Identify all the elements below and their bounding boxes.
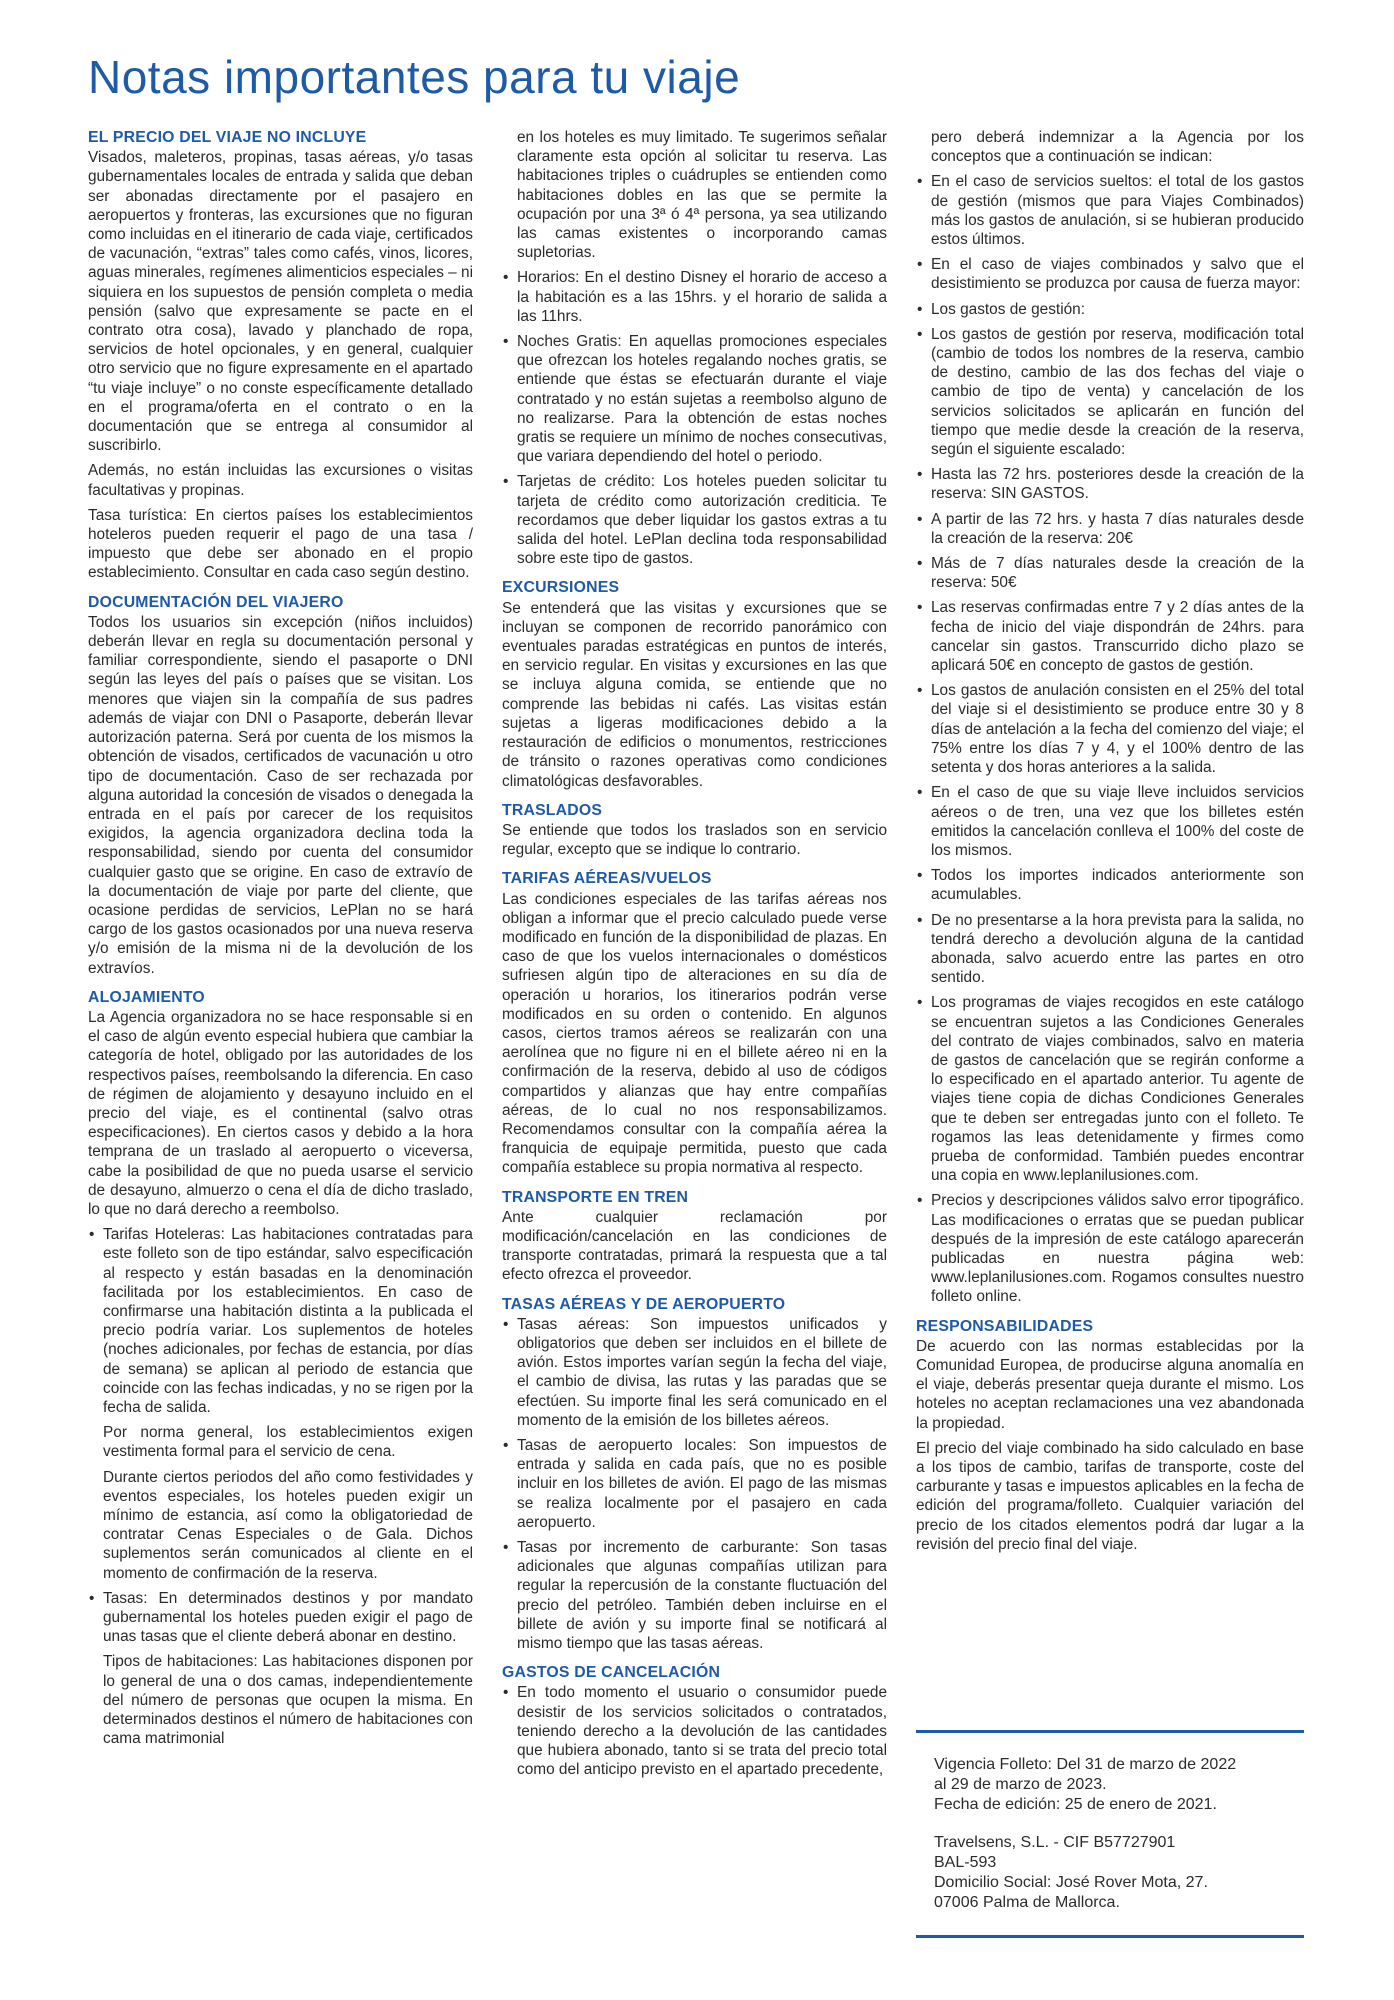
paragraph: Además, no están incluidas las excursiones o visitas facultativas y propinas. — [88, 462, 473, 499]
list-item: • Las reservas confirmadas entre 7 y 2 días antes de la fecha de inicio del viaje dispondrán de 24hrs. para cancelar sin gastos. Transcurrido dicho plazo se aplicará 50€ en concepto de gastos de gestión. — [916, 598, 1304, 675]
column-3 — [916, 128, 1304, 1560]
list-item: • De no presentarse a la hora prevista para la salida, no tendrá derecho a devolución alguna de la cantidad abonada, salvo acuerdo entre las partes en otro sentido. — [916, 911, 1304, 988]
section-heading-gastos-cancelacion: GASTOS DE CANCELACIÓN — [502, 1664, 721, 1682]
section-heading-documentacion: DOCUMENTACIÓN DEL VIAJERO — [88, 593, 344, 611]
list-item: • En todo momento el usuario o consumidor puede desistir de los servicios solicitados o contratados, teniendo derecho a la devolución de las cantidades que hubiera abonado, tanto si se trata del precio total como del anticipo previsto en el apartado precedente, — [502, 1683, 887, 1779]
paragraph: Por norma general, los establecimientos exigen vestimenta formal para el servicio de cena. — [103, 1424, 473, 1461]
section-heading-transporte-tren: TRANSPORTE EN TREN — [502, 1188, 689, 1206]
page-title: Notas importantes para tu viaje — [88, 51, 741, 103]
list-item: • Los gastos de gestión por reserva, modificación total (cambio de todos los nombres de la reserva, cambio de destino, cambio de las dos fechas del viaje o cambio de tipo de venta) y cancelación de los servicios solicitados se aplicarán en función del tiempo que medie desde la creación de la reserva, según el siguiente escalado: — [916, 325, 1304, 459]
list-item: • Más de 7 días naturales desde la creación de la reserva: 50€ — [916, 554, 1304, 592]
section-heading-tarifas-aereas: TARIFAS AÉREAS/VUELOS — [502, 870, 712, 888]
list-item: • Los gastos de gestión: — [916, 300, 1304, 319]
list-item: • Tasas de aeropuerto locales: Son impuestos de entrada y salida en cada país, que no es posible incluir en los billetes de avión. El pago de las mismas se realiza localmente por el pasajero en cada aeropuerto. — [502, 1436, 887, 1532]
paragraph: Todos los usuarios sin excepción (niños incluidos) deberán llevar en regla su documentación personal y familiar correspondiente, siendo el pasaporte o DNI según las leyes del país o países que se visitan. Los menores que viajen sin la compañía de sus padres además de viajar con DNI o Pasaporte, deberán llevar autorización paterna. Será por cuenta de los mismos la obtención de visados, certificados de vacunación u otro tipo de documentación. Caso de ser rechazada por alguna autoridad la concesión de visados o denegada la entrada en el país por carecer de los requisitos exigidos, la agencia organizadora declina toda la responsabilidad, siendo por cuenta del consumidor cualquier gasto que se origine. En caso de extravío de la documentación de viaje por parte del cliente, que ocasione perdidas de servicios, LePlan no se hará cargo de los gastos ocasionados por una nueva reserva y/o emisión de la misma ni de la devolución de los extravíos. — [88, 613, 473, 977]
paragraph: Se entiende que todos los traslados son en servicio regular, excepto que se indique lo contrario. — [502, 821, 887, 859]
list-item: • Tasas aéreas: Son impuestos unificados y obligatorios que deben ser incluidos en el billete de avión. Estos importes varían según la fecha del viaje, el cambio de divisa, las rutas y las paradas que se efectúen. Su importe final les será comunicado en el momento de la emisión de los billetes aéreos. — [502, 1315, 887, 1430]
paragraph: Visados, maleteros, propinas, tasas aéreas, y/o tasas gubernamentales locales de entrada y salida que deban ser abonadas directamente por el pasajero en aeropuertos y fronteras, las excursiones que no figuran como incluidas en el itinerario de cada viaje, certificados de vacunación, “extras” tales como cafés, vinos, licores, aguas minerales, regímenes alimenticios especiales – ni siquiera en los supuestos de pensión completa o media pensión (salvo que expresamente se pacte en el contrato otra cosa), lavado y planchado de ropa, servicios de hotel opcionales, y en general, cualquier otro servicio que no figure expresamente en el apartado “tu viaje incluye” o no conste específicamente detallado en el programa/oferta en el contrato o en la documentación que se entrega al consumidor al suscribirlo. — [88, 149, 473, 455]
section-heading-alojamiento: ALOJAMIENTO — [88, 988, 205, 1006]
paragraph: El precio del viaje combinado ha sido calculado en base a los tipos de cambio, tarifas de transporte, coste del carburante y tasas e impuestos aplicables en la fecha de edición del programa/folleto. Cualquier variación del precio de los citados elementos podrá dar lugar a la revisión del precio final del viaje. — [916, 1439, 1304, 1553]
brochure-info — [934, 1755, 1314, 1931]
section-heading-tasas: TASAS AÉREAS Y DE AEROPUERTO — [502, 1295, 786, 1313]
paragraph: en los hoteles es muy limitado. Te sugerimos señalar claramente esta opción al solicitar tu reserva. Las habitaciones triples o cuádruples se entienden como habitaciones dobles en las que se permite la ocupación por una 3ª ó 4ª persona, ya sea utilizando las camas existentes o incorporando camas supletorias. — [517, 129, 887, 262]
list-item: • Horarios: En el destino Disney el horario de acceso a la habitación es a las 15hrs. y el horario de salida a las 11hrs. — [502, 268, 887, 326]
company-line-2: BAL-593 — [934, 1854, 997, 1871]
list-item: • Los programas de viajes recogidos en este catálogo se encuentran sujetos a las Condiciones Generales del contrato de viajes combinados, salvo en materia de gastos de cancelación que se regirán conforme a lo especificado en el apartado anterior. Tu agente de viajes tiene copia de dichas Condiciones Generales que te deben ser entregadas junto con el folleto. Te rogamos las leas detenidamente y firmes como prueba de conformidad. También puedes encontrar una copia en www.leplanilusiones.com. — [916, 993, 1304, 1185]
edition-date: Fecha de edición: 25 de enero de 2021. — [934, 1796, 1217, 1813]
list-item: • A partir de las 72 hrs. y hasta 7 días naturales desde la creación de la reserva: 20€ — [916, 510, 1304, 548]
list-item: • En el caso de viajes combinados y salvo que el desistimiento se produzca por causa de fuerza mayor: — [916, 255, 1304, 293]
paragraph: Ante cualquier reclamación por modificación/cancelación en las condiciones de transporte contratadas, primará la respuesta que a tal efecto ofrezca el proveedor. — [502, 1208, 887, 1284]
company-line-4: 07006 Palma de Mallorca. — [934, 1894, 1120, 1911]
section-heading-responsabilidades: RESPONSABILIDADES — [916, 1317, 1094, 1335]
section-heading-precio: EL PRECIO DEL VIAJE NO INCLUYE — [88, 129, 367, 146]
list-item: • En el caso de servicios sueltos: el total de los gastos de gestión (mismos que para Viajes Combinados) más los gastos de anulación, si se hubieran producido estos últimos. — [916, 172, 1304, 249]
list-item: • Todos los importes indicados anteriormente son acumulables. — [916, 866, 1304, 904]
bullet-list — [502, 1315, 887, 1653]
column-2 — [502, 128, 887, 1785]
paragraph: Las condiciones especiales de las tarifas aéreas nos obligan a informar que el precio calculado puede verse modificado en función de la disponibilidad de plazas. En caso de que los vuelos internacionales o domésticos sufriesen algún tipo de alteraciones en su día de operación u horarios, los itinerarios podrán verse modificados en su orden o contenido. En algunos casos, ciertos tramos aéreos se realizarán con una aerolínea que no figure ni en el billete aéreo ni en la confirmación de la reserva, debido al uso de códigos compartidos y alianzas que hay entre compañías aéreas, de lo cual no nos responsabilizamos. Recomendamos consultar con la compañía aérea la franquicia de equipaje permitida, puesto que cada compañía establece su propia normativa al respecto. — [502, 890, 887, 1177]
bullet-list — [916, 172, 1304, 1306]
list-item: • Los gastos de anulación consisten en el 25% del total del viaje si el desistimiento se produce entre 30 y 8 días de antelación a la fecha del comienzo del viaje; el 75% entre los días 7 y 4, y el 100% dentro de las setenta y dos horas anteriores a la salida. — [916, 681, 1304, 777]
bullet-list — [502, 1683, 887, 1779]
bullet-list — [88, 1589, 473, 1647]
paragraph: Tasa turística: En ciertos países los establecimientos hoteleros pueden requerir el pago de una tasa / impuesto que debe ser abonado en el propio establecimiento. Consultar en cada caso según destino. — [88, 506, 473, 582]
list-item: • En el caso de que su viaje lleve incluidos servicios aéreos o de tren, una vez que los billetes estén emitidos la cancelación conlleva el 100% del coste de los mismos. — [916, 783, 1304, 860]
list-item: • Precios y descripciones válidos salvo error tipográfico. Las modificaciones o erratas que se puedan publicar después de la impresión de este catálogo aparecerán publicadas en nuestra página web: www.leplanilusiones.com. Rogamos consultes nuestro folleto online. — [916, 1191, 1304, 1306]
validity-line-1: Vigencia Folleto: Del 31 de marzo de 2022 — [934, 1756, 1237, 1773]
paragraph: pero deberá indemnizar a la Agencia por los conceptos que a continuación se indican: — [931, 129, 1304, 166]
paragraph: Tipos de habitaciones: Las habitaciones disponen por lo general de una o dos camas, independientemente del número de personas que ocupen la misma. En determinados destinos el número de habitaciones con cama matrimonial — [103, 1653, 473, 1748]
section-heading-excursiones: EXCURSIONES — [502, 579, 620, 597]
company-line-1: Travelsens, S.L. - CIF B57727901 — [934, 1834, 1176, 1851]
section-heading-traslados: TRASLADOS — [502, 801, 603, 819]
list-item: • Tarifas Hoteleras: Las habitaciones contratadas para este folleto son de tipo estándar, salvo especificación al respecto y están basadas en la denominación facilitada por los establecimientos. En caso de confirmarse una habitación distinta a la publicada el precio podría variar. Los suplementos de hoteles (noches adicionales, por fechas de estancia, por días de semana) se aplican al periodo de estancia que coincide con las fechas indicadas, y no se rigen por la fecha de salida. — [88, 1225, 473, 1417]
company-line-3: Domicilio Social: José Rover Mota, 27. — [934, 1874, 1208, 1891]
list-item: • Tasas: En determinados destinos y por mandato gubernamental los hoteles pueden exigir el pago de unas tasas que el cliente deberá abonar en destino. — [88, 1589, 473, 1647]
divider-top — [916, 1730, 1304, 1733]
validity-line-2: al 29 de marzo de 2023. — [934, 1776, 1107, 1793]
column-1 — [88, 128, 473, 1754]
divider-bottom — [916, 1935, 1304, 1938]
bullet-list — [502, 268, 887, 568]
bullet-list — [88, 1225, 473, 1417]
list-item: • Noches Gratis: En aquellas promociones especiales que ofrezcan los hoteles regalando noches gratis, se entiende que éstas se efectuarán durante el viaje contratado y no están sujetas a reembolso alguno de no realizarse. Para la obtención de estas noches gratis se requiere un mínimo de noches consecutivas, que variara dependiendo del hotel o periodo. — [502, 332, 887, 466]
list-item: • Tarjetas de crédito: Los hoteles pueden solicitar tu tarjeta de crédito como autorización crediticia. Te recordamos que deber liquidar los gastos extras a tu salida del hotel. LePlan declina toda responsabilidad sobre este tipo de gastos. — [502, 472, 887, 568]
paragraph: La Agencia organizadora no se hace responsable si en el caso de algún evento especial hubiera que cambiar la categoría de hotel, obligado por las autoridades de los respectivos países, reembolsando la diferencia. En caso de régimen de alojamiento y desayuno incluido en el precio del viaje, es el continental (salvo otras especificaciones). En ciertos casos y debido a la hora temprana de un traslado al aeropuerto o viceversa, cabe la posibilidad de que no pueda usarse el servicio de desayuno, almuerzo o cena el día de dicho traslado, lo que no dará derecho a reembolso. — [88, 1008, 473, 1218]
paragraph: Se entenderá que las visitas y excursiones que se incluyan se componen de recorrido panorámico con eventuales paradas estratégicas en puntos de interés, en servicio regular. En visitas y excursiones en las que se incluya alguna comida, se entiende que no comprende las bebidas ni cafés. Las visitas están sujetas a ligeras modificaciones debido a la restauración de edificios o monumentos, restricciones de tránsito o razones operativas como condiciones climatológicas desfavorables. — [502, 599, 887, 790]
list-item: • Tasas por incremento de carburante: Son tasas adicionales que algunas compañías utilizan para regular la repercusión de la constante fluctuación del precio del petróleo. También deben incluirse en el billete de avión y su importe final se notificará al mismo tiempo que las tasas aéreas. — [502, 1538, 887, 1653]
paragraph: Durante ciertos periodos del año como festividades y eventos especiales, los hoteles pueden exigir un mínimo de estancia, así como la obligatoriedad de contratar Cenas Especiales o de Gala. Dichos suplementos serán comunicados al cliente en el momento de confirmación de la reserva. — [103, 1468, 473, 1582]
list-item: • Hasta las 72 hrs. posteriores desde la creación de la reserva: SIN GASTOS. — [916, 465, 1304, 503]
paragraph: De acuerdo con las normas establecidas por la Comunidad Europea, de producirse alguna anomalía en el viaje, deberás presentar queja durante el mismo. Los hoteles no aceptan reclamaciones una vez abandonada la propiedad. — [916, 1337, 1304, 1432]
